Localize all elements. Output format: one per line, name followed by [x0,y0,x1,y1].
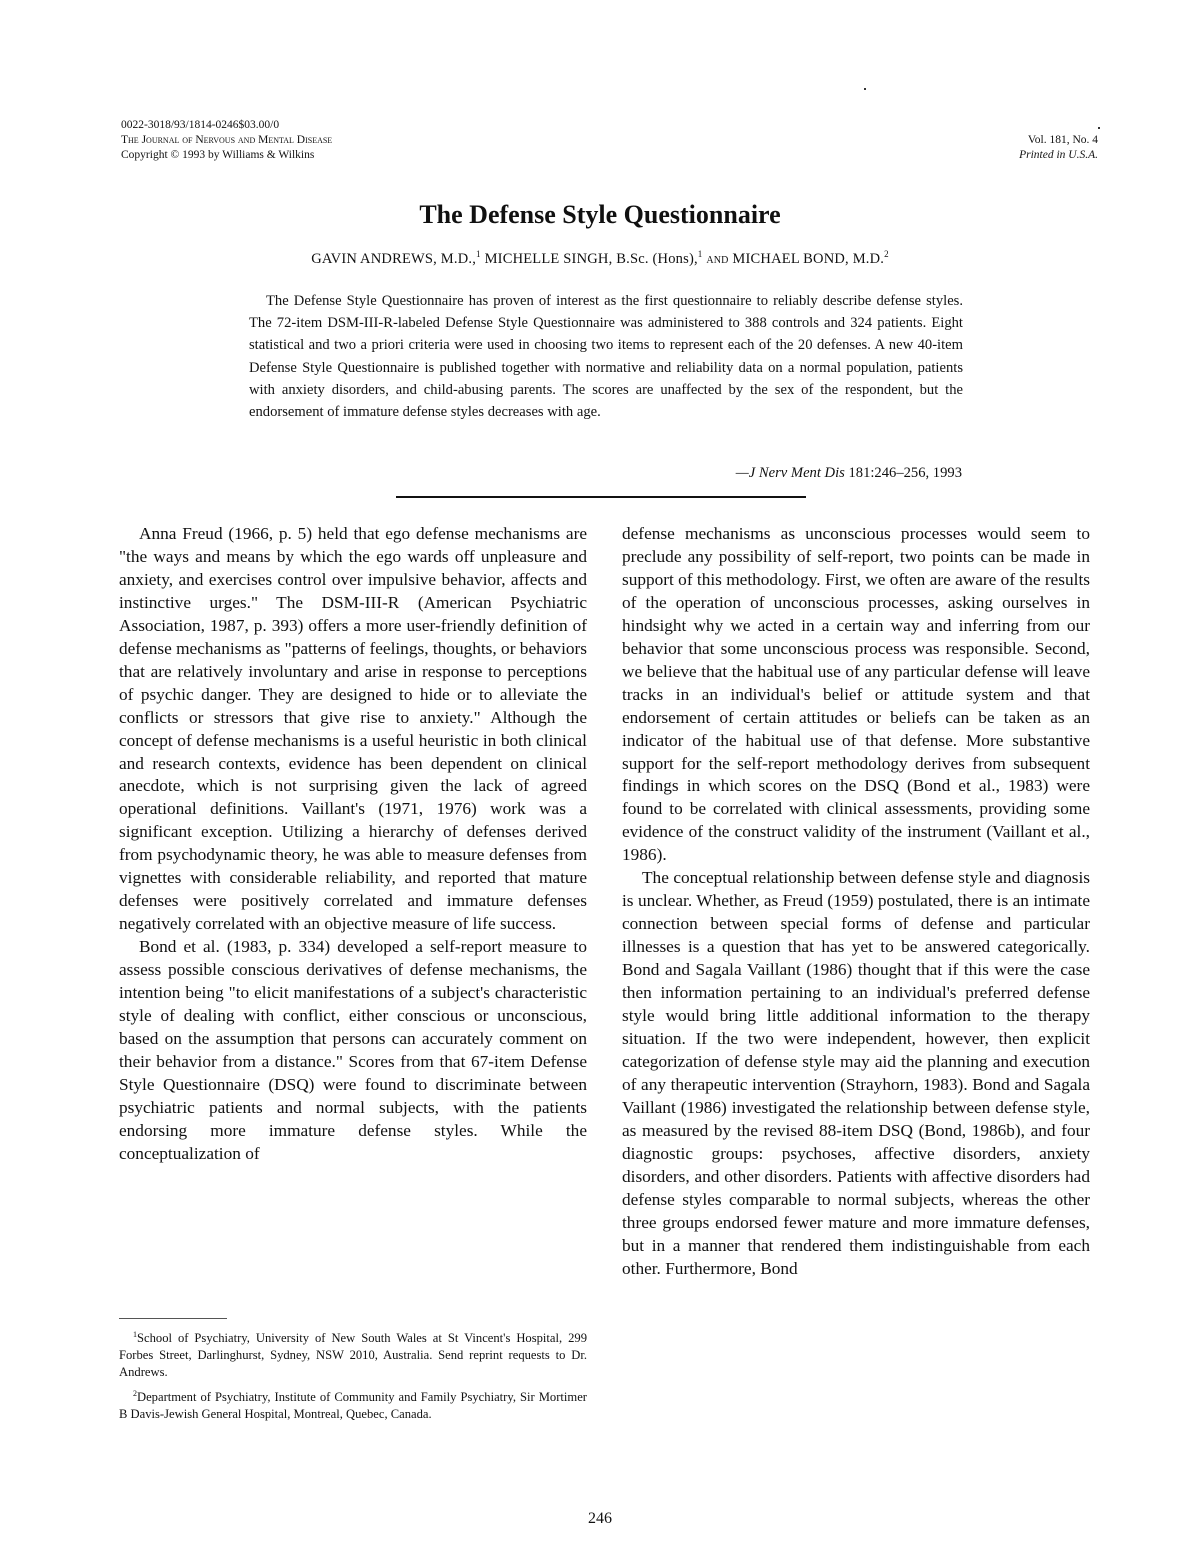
author-conjunction: and [706,250,729,267]
author-1-affiliation-mark: 1 [476,249,481,259]
paragraph: Bond et al. (1983, p. 334) developed a self-report measure to assess possible conscious derivatives of defense mechanisms, the intention being "to elicit manifestations of a subject's characteristic style of dealing with conflict, either conscious or unconscious, based on the assumption that persons can accurately comment on their behavior from a distance." Scores from that 67-item Defense Style Questionnaire (DSQ) were found to discriminate between psychiatric patients and normal subjects, with the patients endorsing more immature defense styles. While the conceptualization of [119,937,587,1163]
footnote-2 [119,1385,587,1423]
body-column-right [622,523,1090,1280]
footnotes [119,1326,587,1427]
page-number: 246 [588,1510,612,1527]
footnote-divider [119,1318,227,1319]
author-2: MICHELLE SINGH, B.Sc. (Hons), [484,250,698,267]
paragraph: Anna Freud (1966, p. 5) held that ego defense mechanisms are "the ways and means by which the ego wards off unpleasure and anxiety, and exercises control over impulsive behavior, affects and instinctive urges." The DSM-III-R (American Psychiatric Association, 1987, p. 393) offers a more user-friendly definition of defense mechanisms as "patterns of feelings, thoughts, or behaviors that are relatively involuntary and arise in response to perceptions of psychic danger. They are designed to hide or to alleviate the conflicts or stressors that give rise to anxiety." Although the concept of defense mechanisms is a useful heuristic in both clinical and research contexts, evidence has been dependent on clinical anecdote, which is not surprising given the lack of agreed operational definitions. Vaillant's (1971, 1976) work was a significant exception. Utilizing a hierarchy of defenses derived from psychodynamic theory, he was able to measure defenses from vignettes with considerable reliability, and reported that mature defenses were positively correlated and immature defenses negatively correlated with an objective measure of life success. [119,524,587,934]
scan-speck [1098,127,1100,129]
author-2-affiliation-mark: 1 [697,249,703,259]
journal-header-right [1019,133,1098,163]
citation-journal: —J Nerv Ment Dis [735,465,845,481]
doc-code: 0022-3018/93/1814-0246$03.00/0 [121,119,280,131]
author-1: GAVIN ANDREWS, M.D., [311,250,477,267]
abstract: The Defense Style Questionnaire has proven of interest as the first questionnaire to reliably describe defense styles. The 72-item DSM-III-R-labeled Defense Style Questionnaire was administered to 388 controls and 324 patients. Eight statistical and two a priori criteria were used in choosing two items to represent each of the 20 defenses. A new 40-item Defense Style Questionnaire is published together with normative and reliability data on a normal population, patients with anxiety disorders, and child-abusing parents. The scores are unaffected by the sex of the respondent, but the endorsement of immature defense styles decreases with age. [249,293,963,421]
body-column-left [119,523,587,1166]
article-title: The Defense Style Questionnaire [419,200,781,229]
author-3: MICHAEL BOND, M.D. [732,250,885,267]
citation-ref: 181:246–256, 1993 [848,465,962,481]
footnote-1-mark: 1 [133,1330,137,1339]
citation-line [736,465,962,482]
footnote-1-text: School of Psychiatry, University of New South Wales at St Vincent's Hospital, 299 Forbes Street, Darlinghurst, Sydney, NSW 2010, Australia. Send reprint requests to Dr. Andrews. [119,1331,587,1380]
abstract-divider [396,496,806,498]
paragraph: defense mechanisms as unconscious processes would seem to preclude any possibility of self-report, two points can be made in support of this methodology. First, we often are aware of the results of the operation of unconscious processes, asking ourselves in hindsight why we acted in a certain way and inferring from our behavior that some unconscious process was responsible. Second, we believe that the habitual use of any particular defense will leave tracks in an individual's belief or attitude system and that endorsement of certain attitudes or beliefs can be taken as an indicator of the habitual use of that defense. More substantive support for the self-report methodology derives from subsequent findings in which scores on the DSQ (Bond et al., 1983) were found to be correlated with clinical assessments, providing some evidence of the construct validity of the instrument (Vaillant et al., 1986). [622,524,1090,865]
scan-speck [864,88,866,90]
footnote-2-mark: 2 [133,1389,137,1399]
copyright-line: Copyright © 1993 by Williams & Wilkins [121,149,315,161]
author-line [0,249,1200,268]
author-3-affiliation-mark: 2 [884,249,889,259]
printed-in: Printed in U.S.A. [1019,149,1098,161]
footnote-2-text: Department of Psychiatry, Institute of Community and Family Psychiatry, Sir Mortimer B Davis-Jewish General Hospital, Montreal, Quebec, Canada. [119,1390,587,1422]
volume-issue: Vol. 181, No. 4 [1027,134,1098,146]
paragraph: The conceptual relationship between defense style and diagnosis is unclear. Whether, as Freud (1959) postulated, there is an intimate connection between special forms of defense and particular illnesses is a question that has yet to be answered categorically. Bond and Sagala Vaillant (1986) thought that if this were the case then information pertaining to an individual's preferred defense style would bring little additional information to the therapy situation. If the two were independent, however, then explicit categorization of defense style may aid the planning and execution of any therapeutic intervention (Strayhorn, 1983). Bond and Sagala Vaillant (1986) investigated the relationship between defense style, as measured by the revised 88-item DSQ (Bond, 1986b), and four diagnostic groups: psychoses, affective disorders, anxiety disorders, and other disorders. Patients with affective disorders had defense styles comparable to normal subjects, whereas the other three groups endorsed fewer mature and more immature defenses, but in a manner that rendered them indistinguishable from each other. Furthermore, Bond [622,868,1090,1278]
journal-header-left [121,118,332,163]
footnote-1 [119,1326,587,1381]
journal-name: The Journal of Nervous and Mental Disease [121,134,333,146]
